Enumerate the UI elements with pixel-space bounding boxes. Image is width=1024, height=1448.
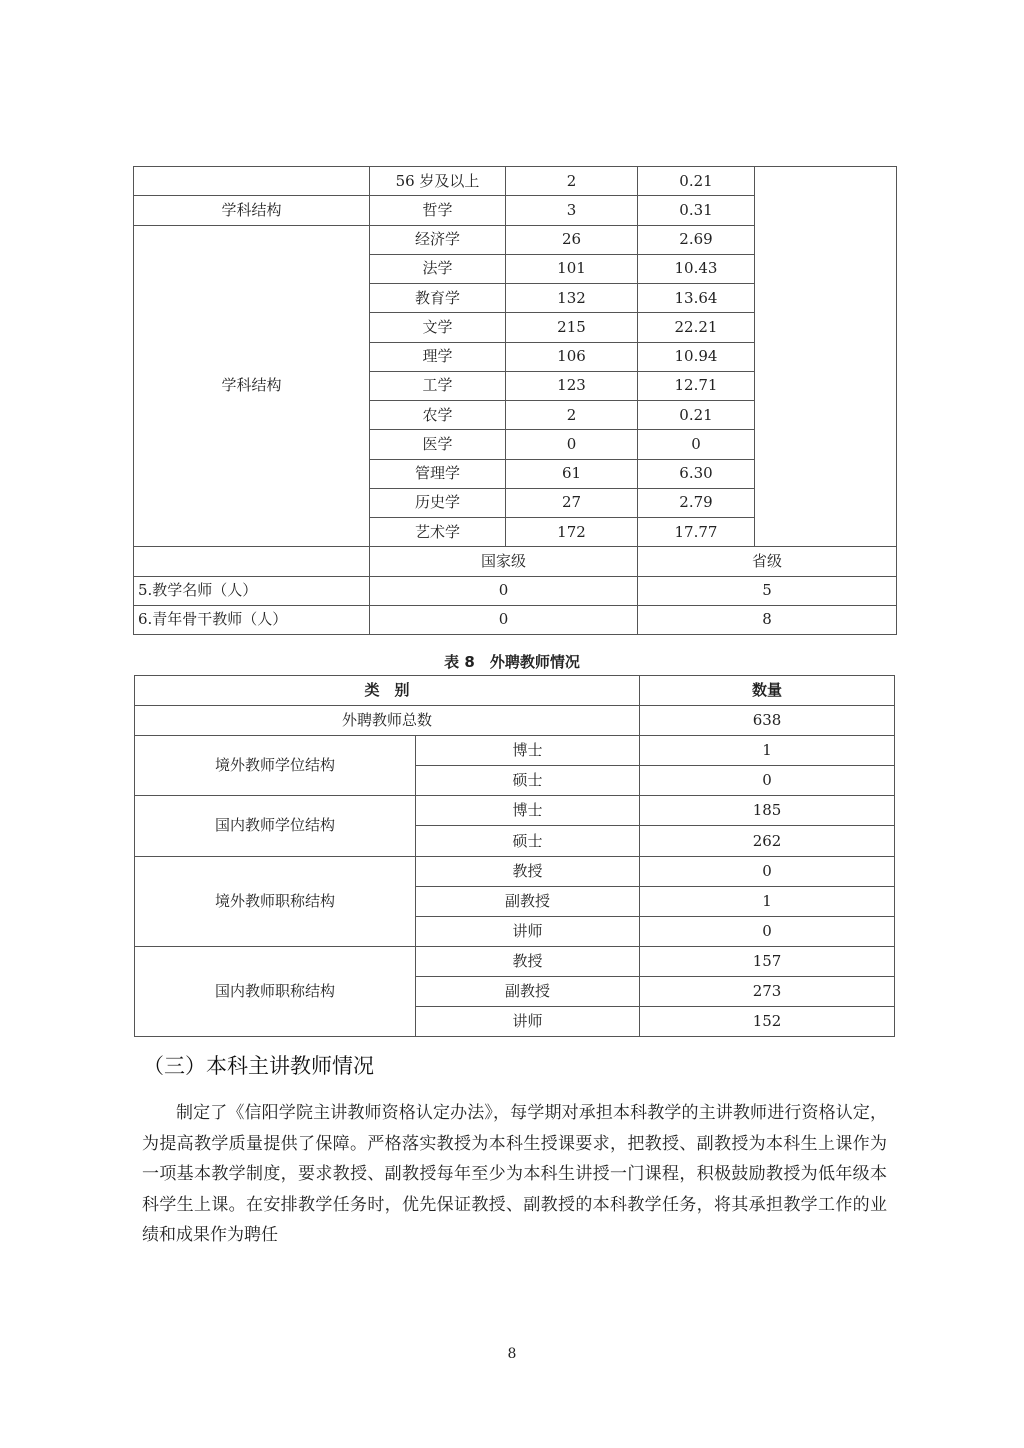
item-cell: 56 岁及以上 bbox=[370, 167, 506, 196]
percent-cell: 10.43 bbox=[638, 254, 755, 283]
page-number: 8 bbox=[507, 1346, 517, 1362]
national-value: 0 bbox=[370, 605, 638, 634]
value-cell: 157 bbox=[640, 946, 895, 976]
group-cell: 学科结构 bbox=[134, 196, 370, 225]
count-cell: 123 bbox=[506, 371, 638, 400]
count-cell: 106 bbox=[506, 342, 638, 371]
count-cell: 132 bbox=[506, 284, 638, 313]
value-cell: 262 bbox=[640, 826, 895, 856]
count-cell: 172 bbox=[506, 518, 638, 547]
provincial-level-header: 省级 bbox=[638, 547, 897, 576]
item-cell: 博士 bbox=[416, 736, 640, 766]
count-cell: 101 bbox=[506, 254, 638, 283]
group-label: 国内教师职称结构 bbox=[135, 946, 416, 1036]
percent-cell: 0.31 bbox=[638, 196, 755, 225]
item-cell: 博士 bbox=[416, 796, 640, 826]
percent-cell: 10.94 bbox=[638, 342, 755, 371]
percent-cell: 0.21 bbox=[638, 167, 755, 196]
value-cell: 1 bbox=[640, 736, 895, 766]
item-cell: 管理学 bbox=[370, 459, 506, 488]
item-cell: 副教授 bbox=[416, 886, 640, 916]
value-cell: 273 bbox=[640, 976, 895, 1006]
item-cell: 艺术学 bbox=[370, 518, 506, 547]
section-heading: （三）本科主讲教师情况 bbox=[143, 1054, 374, 1078]
table-row bbox=[134, 547, 897, 576]
item-cell: 教授 bbox=[416, 856, 640, 886]
table-row bbox=[135, 856, 895, 886]
value-cell: 1 bbox=[640, 886, 895, 916]
body-paragraph: 制定了《信阳学院主讲教师资格认定办法》，每学期对承担本科教学的主讲教师进行资格认定，为提高教学质量提供了保障。严格落实教授为本科生授课要求，把教授、副教授为本科生上课作为一项基本教学制度，要求教授、副教授每年至少为本科生讲授一门课程，积极鼓励教授为低年级本科学生上课。在安排教学任务时，优先保证教授、副教授的本科教学任务，将其承担教学工作的业绩和成果作为聘任 bbox=[142, 1103, 887, 1245]
percent-cell: 2.79 bbox=[638, 488, 755, 517]
group-cell: 学科结构 bbox=[134, 225, 370, 547]
value-cell: 0 bbox=[640, 916, 895, 946]
item-cell: 哲学 bbox=[370, 196, 506, 225]
group-label: 境外教师学位结构 bbox=[135, 736, 416, 796]
count-cell: 61 bbox=[506, 459, 638, 488]
item-cell: 文学 bbox=[370, 313, 506, 342]
table-row bbox=[135, 946, 895, 976]
blank-cell bbox=[755, 167, 897, 547]
count-cell: 27 bbox=[506, 488, 638, 517]
total-value: 638 bbox=[640, 706, 895, 736]
item-cell: 硕士 bbox=[416, 766, 640, 796]
faculty-structure-table-continued bbox=[133, 166, 897, 635]
count-cell: 2 bbox=[506, 401, 638, 430]
item-cell: 讲师 bbox=[416, 1007, 640, 1037]
table-row bbox=[134, 167, 897, 196]
table-row bbox=[135, 706, 895, 736]
percent-cell: 13.64 bbox=[638, 284, 755, 313]
table-row bbox=[134, 576, 897, 605]
item-cell: 教育学 bbox=[370, 284, 506, 313]
row-label: 6.青年骨干教师（人） bbox=[134, 605, 370, 634]
item-cell: 经济学 bbox=[370, 225, 506, 254]
item-cell: 硕士 bbox=[416, 826, 640, 856]
item-cell: 医学 bbox=[370, 430, 506, 459]
count-cell: 0 bbox=[506, 430, 638, 459]
item-cell: 副教授 bbox=[416, 976, 640, 1006]
count-cell: 215 bbox=[506, 313, 638, 342]
item-cell: 讲师 bbox=[416, 916, 640, 946]
group-label: 国内教师学位结构 bbox=[135, 796, 416, 856]
group-label: 境外教师职称结构 bbox=[135, 856, 416, 946]
national-level-header: 国家级 bbox=[370, 547, 638, 576]
table-row bbox=[134, 605, 897, 634]
header-row bbox=[135, 676, 895, 706]
category-header: 类 别 bbox=[135, 676, 640, 706]
item-cell: 历史学 bbox=[370, 488, 506, 517]
blank-cell bbox=[134, 547, 370, 576]
provincial-value: 8 bbox=[638, 605, 897, 634]
count-cell: 26 bbox=[506, 225, 638, 254]
row-label: 5.教学名师（人） bbox=[134, 576, 370, 605]
percent-cell: 12.71 bbox=[638, 371, 755, 400]
total-label: 外聘教师总数 bbox=[135, 706, 640, 736]
percent-cell: 6.30 bbox=[638, 459, 755, 488]
value-cell: 152 bbox=[640, 1007, 895, 1037]
item-cell: 法学 bbox=[370, 254, 506, 283]
item-cell: 工学 bbox=[370, 371, 506, 400]
quantity-header: 数量 bbox=[640, 676, 895, 706]
item-cell: 教授 bbox=[416, 946, 640, 976]
item-cell: 农学 bbox=[370, 401, 506, 430]
table-row bbox=[135, 736, 895, 766]
percent-cell: 17.77 bbox=[638, 518, 755, 547]
percent-cell: 22.21 bbox=[638, 313, 755, 342]
percent-cell: 2.69 bbox=[638, 225, 755, 254]
table-row bbox=[135, 796, 895, 826]
table-caption: 表 8 外聘教师情况 bbox=[444, 653, 580, 671]
percent-cell: 0 bbox=[638, 430, 755, 459]
value-cell: 185 bbox=[640, 796, 895, 826]
count-cell: 2 bbox=[506, 167, 638, 196]
group-cell bbox=[134, 167, 370, 196]
national-value: 0 bbox=[370, 576, 638, 605]
provincial-value: 5 bbox=[638, 576, 897, 605]
external-teachers-table bbox=[134, 675, 895, 1037]
value-cell: 0 bbox=[640, 856, 895, 886]
count-cell: 3 bbox=[506, 196, 638, 225]
item-cell: 理学 bbox=[370, 342, 506, 371]
percent-cell: 0.21 bbox=[638, 401, 755, 430]
value-cell: 0 bbox=[640, 766, 895, 796]
